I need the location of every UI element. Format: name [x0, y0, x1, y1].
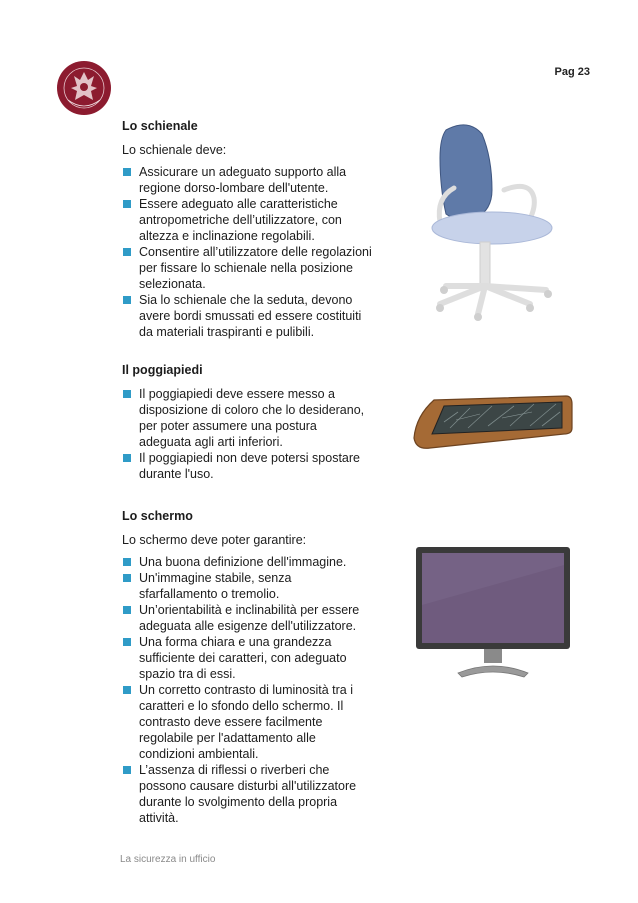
office-chair-illustration — [418, 118, 568, 323]
list-item-text: Assicurare un adeguato supporto alla regione dorso-lombare dell'utente. — [139, 165, 347, 195]
bullet-square-icon — [123, 248, 131, 256]
list-item-text: Consentire all’utilizzatore delle regolazioni per fissare lo schienale nella posizione selezionata. — [139, 245, 372, 291]
university-seal-icon — [56, 60, 112, 116]
main-content — [122, 118, 372, 826]
list-item — [122, 682, 372, 762]
list-item — [122, 244, 372, 292]
list-item-text: Un corretto contrasto di luminosità tra i caratteri e lo sfondo dello schermo. Il contrasto deve essere facilmente regolabile per l'adattamento alle condizioni ambientali. — [139, 683, 353, 761]
list-item-text: Il poggiapiedi deve essere messo a disposizione di coloro che lo desiderano, per poter assumere una postura adeguata agli arti inferiori. — [139, 387, 365, 449]
list-item-text: Essere adeguato alle caratteristiche antropometriche dell’utilizzatore, con altezza e inclinazione regolabili. — [139, 197, 342, 243]
bullet-square-icon — [123, 638, 131, 646]
list-item-text: L’assenza di riflessi o riverberi che possono causare disturbi all'utilizzatore durante lo svolgimento della propria attività. — [139, 763, 357, 825]
bullet-square-icon — [123, 200, 131, 208]
list-item-text: Una forma chiara e una grandezza sufficiente dei caratteri, con adeguato spazio tra di essi. — [139, 635, 347, 681]
list-item-text: Sia lo schienale che la seduta, devono avere bordi smussati ed essere costituiti da materiali traspiranti e pulibili. — [139, 293, 362, 339]
bullet-square-icon — [123, 168, 131, 176]
list-item — [122, 196, 372, 244]
section-intro: Lo schienale deve: — [122, 143, 227, 157]
section-intro: Lo schermo deve poter garantire: — [122, 533, 307, 547]
section-title: Lo schermo — [122, 509, 193, 523]
bullet-square-icon — [123, 390, 131, 398]
section-title: Il poggiapiedi — [122, 363, 203, 377]
list-item-text: Il poggiapiedi non deve potersi spostare durante l'uso. — [139, 451, 360, 481]
bullet-square-icon — [123, 606, 131, 614]
list-item — [122, 570, 372, 602]
list-item — [122, 386, 372, 450]
bullet-square-icon — [123, 454, 131, 462]
list-item — [122, 450, 372, 482]
list-item — [122, 554, 372, 570]
list-item — [122, 164, 372, 196]
bullet-square-icon — [123, 686, 131, 694]
footrest-illustration — [410, 392, 576, 454]
bullet-square-icon — [123, 574, 131, 582]
list-item — [122, 292, 372, 340]
list-item-text: Un'immagine stabile, senza sfarfallamento o tremolio. — [139, 571, 292, 601]
list-item — [122, 602, 372, 634]
monitor-illustration — [414, 545, 572, 683]
section-schienale — [122, 118, 372, 340]
section-title: Lo schienale — [122, 119, 198, 133]
bullet-square-icon — [123, 296, 131, 304]
bullet-square-icon — [123, 558, 131, 566]
list-item — [122, 762, 372, 826]
page-number: Pag 23 — [554, 66, 590, 78]
section-poggiapiedi — [122, 362, 372, 482]
list-item-text: Una buona definizione dell'immagine. — [139, 555, 347, 569]
bullet-list — [122, 386, 372, 482]
list-item — [122, 634, 372, 682]
section-schermo — [122, 508, 372, 826]
bullet-square-icon — [123, 766, 131, 774]
footer-text: La sicurezza in ufficio — [120, 854, 216, 865]
list-item-text: Un’orientabilità e inclinabilità per essere adeguata alle esigenze dell'utilizzatore. — [139, 603, 360, 633]
bullet-list — [122, 164, 372, 340]
bullet-list — [122, 554, 372, 826]
